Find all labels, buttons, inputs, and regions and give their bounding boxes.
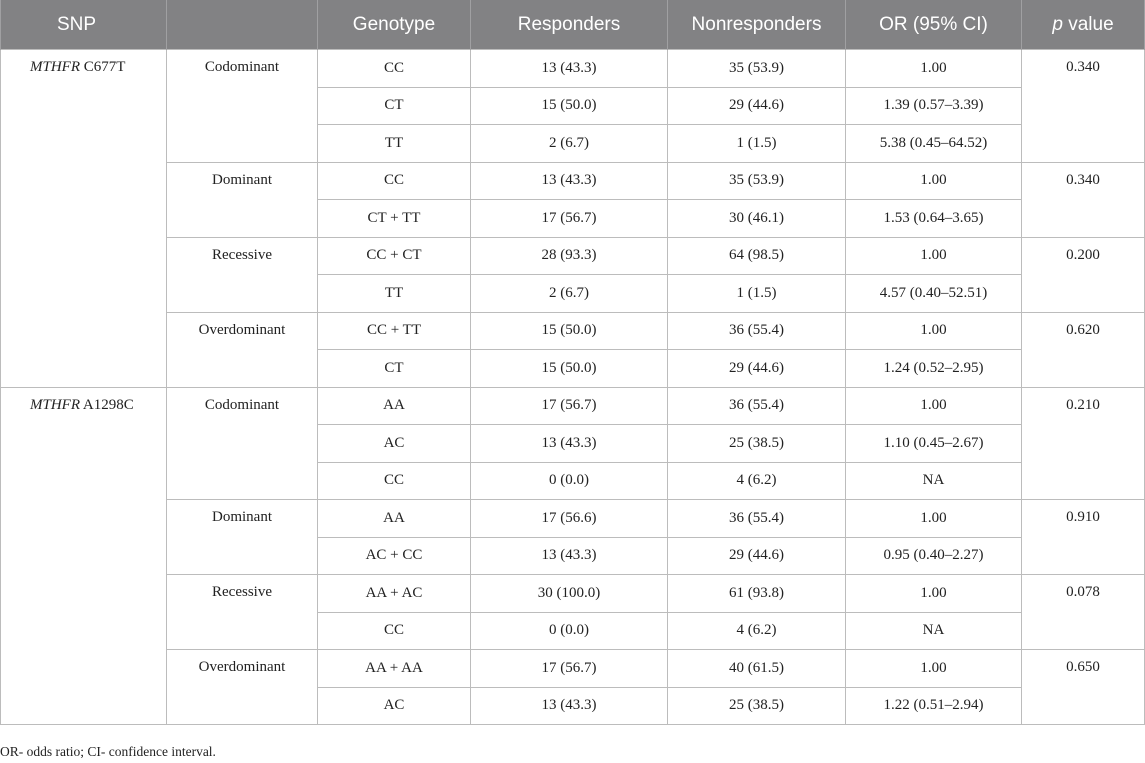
model-cell: Codominant — [167, 387, 318, 500]
table-row — [1, 162, 1145, 200]
genotype-cell: AA + AA — [318, 650, 471, 688]
responders-cell: 13 (43.3) — [471, 425, 668, 463]
or-ci-cell: 1.10 (0.45–2.67) — [846, 425, 1022, 463]
genotype-cell: AC + CC — [318, 537, 471, 575]
genotype-cell: CC — [318, 162, 471, 200]
genotype-cell: CC + TT — [318, 312, 471, 350]
responders-cell: 17 (56.7) — [471, 650, 668, 688]
table-body — [1, 50, 1145, 725]
genotype-cell: TT — [318, 275, 471, 313]
header-p-rest: value — [1062, 13, 1114, 35]
nonresponders-cell: 36 (55.4) — [668, 312, 846, 350]
table-row — [1, 500, 1145, 538]
model-cell: Dominant — [167, 162, 318, 237]
nonresponders-cell: 36 (55.4) — [668, 500, 846, 538]
p-value-cell: 0.650 — [1022, 650, 1145, 725]
header-nonresponders: Nonresponders — [668, 0, 846, 50]
nonresponders-cell: 61 (93.8) — [668, 575, 846, 613]
responders-cell: 17 (56.7) — [471, 200, 668, 238]
genotype-cell: CT — [318, 87, 471, 125]
model-cell: Recessive — [167, 237, 318, 312]
table-row — [1, 387, 1145, 425]
genotype-cell: TT — [318, 125, 471, 163]
nonresponders-cell: 29 (44.6) — [668, 537, 846, 575]
nonresponders-cell: 4 (6.2) — [668, 462, 846, 500]
responders-cell: 13 (43.3) — [471, 687, 668, 725]
nonresponders-cell: 1 (1.5) — [668, 125, 846, 163]
nonresponders-cell: 1 (1.5) — [668, 275, 846, 313]
p-value-cell: 0.910 — [1022, 500, 1145, 575]
responders-cell: 13 (43.3) — [471, 50, 668, 88]
header-snp: SNP — [1, 0, 167, 50]
snp-gene: MTHFR — [30, 396, 80, 413]
or-ci-cell: 0.95 (0.40–2.27) — [846, 537, 1022, 575]
model-cell: Overdominant — [167, 650, 318, 725]
model-cell: Dominant — [167, 500, 318, 575]
genotype-cell: AA — [318, 500, 471, 538]
responders-cell: 30 (100.0) — [471, 575, 668, 613]
nonresponders-cell: 29 (44.6) — [668, 350, 846, 388]
nonresponders-cell: 30 (46.1) — [668, 200, 846, 238]
nonresponders-cell: 29 (44.6) — [668, 87, 846, 125]
or-ci-cell: 1.00 — [846, 237, 1022, 275]
or-ci-cell: NA — [846, 462, 1022, 500]
or-ci-cell: 1.00 — [846, 650, 1022, 688]
genotype-cell: CC — [318, 50, 471, 88]
or-ci-cell: 1.00 — [846, 575, 1022, 613]
snp-variant: C677T — [80, 59, 126, 75]
or-ci-cell: 4.57 (0.40–52.51) — [846, 275, 1022, 313]
genotype-cell: CC — [318, 462, 471, 500]
responders-cell: 2 (6.7) — [471, 275, 668, 313]
snp-cell — [1, 50, 167, 388]
header-responders: Responders — [471, 0, 668, 50]
genotype-cell: CT + TT — [318, 200, 471, 238]
table-row — [1, 50, 1145, 88]
table-row — [1, 575, 1145, 613]
header-model — [167, 0, 318, 50]
or-ci-cell: 1.22 (0.51–2.94) — [846, 687, 1022, 725]
or-ci-cell: 1.00 — [846, 500, 1022, 538]
genotype-cell: AA + AC — [318, 575, 471, 613]
p-value-cell: 0.340 — [1022, 50, 1145, 163]
p-value-cell: 0.620 — [1022, 312, 1145, 387]
p-value-cell: 0.340 — [1022, 162, 1145, 237]
header-row — [1, 0, 1145, 50]
responders-cell: 15 (50.0) — [471, 312, 668, 350]
or-ci-cell: 1.00 — [846, 162, 1022, 200]
table-row — [1, 650, 1145, 688]
nonresponders-cell: 25 (38.5) — [668, 425, 846, 463]
responders-cell: 15 (50.0) — [471, 87, 668, 125]
model-cell: Codominant — [167, 50, 318, 163]
responders-cell: 17 (56.7) — [471, 387, 668, 425]
genotype-cell: CC + CT — [318, 237, 471, 275]
header-p-value — [1022, 0, 1145, 50]
or-ci-cell: 1.00 — [846, 50, 1022, 88]
responders-cell: 28 (93.3) — [471, 237, 668, 275]
responders-cell: 0 (0.0) — [471, 462, 668, 500]
nonresponders-cell: 35 (53.9) — [668, 50, 846, 88]
responders-cell: 13 (43.3) — [471, 537, 668, 575]
genotype-cell: CT — [318, 350, 471, 388]
or-ci-cell: 1.24 (0.52–2.95) — [846, 350, 1022, 388]
header-genotype: Genotype — [318, 0, 471, 50]
snp-variant: A1298C — [80, 396, 134, 413]
table-row — [1, 312, 1145, 350]
responders-cell: 13 (43.3) — [471, 162, 668, 200]
or-ci-cell: 1.53 (0.64–3.65) — [846, 200, 1022, 238]
genotype-cell: AC — [318, 687, 471, 725]
table-header — [1, 0, 1145, 50]
or-ci-cell: 1.00 — [846, 387, 1022, 425]
nonresponders-cell: 35 (53.9) — [668, 162, 846, 200]
genotype-cell: AA — [318, 387, 471, 425]
nonresponders-cell: 36 (55.4) — [668, 387, 846, 425]
genotype-cell: AC — [318, 425, 471, 463]
p-value-cell: 0.210 — [1022, 387, 1145, 500]
genotype-cell: CC — [318, 612, 471, 650]
nonresponders-cell: 64 (98.5) — [668, 237, 846, 275]
nonresponders-cell: 4 (6.2) — [668, 612, 846, 650]
responders-cell: 2 (6.7) — [471, 125, 668, 163]
table-footnote: OR- odds ratio; CI- confidence interval. — [0, 744, 216, 759]
p-value-cell: 0.200 — [1022, 237, 1145, 312]
or-ci-cell: 5.38 (0.45–64.52) — [846, 125, 1022, 163]
header-p-italic: p — [1052, 13, 1063, 35]
table-row — [1, 237, 1145, 275]
or-ci-cell: NA — [846, 612, 1022, 650]
model-cell: Overdominant — [167, 312, 318, 387]
responders-cell: 0 (0.0) — [471, 612, 668, 650]
or-ci-cell: 1.00 — [846, 312, 1022, 350]
nonresponders-cell: 40 (61.5) — [668, 650, 846, 688]
snp-cell — [1, 387, 167, 725]
nonresponders-cell: 25 (38.5) — [668, 687, 846, 725]
snp-gene: MTHFR — [30, 59, 80, 75]
or-ci-cell: 1.39 (0.57–3.39) — [846, 87, 1022, 125]
responders-cell: 15 (50.0) — [471, 350, 668, 388]
p-value-cell: 0.078 — [1022, 575, 1145, 650]
model-cell: Recessive — [167, 575, 318, 650]
header-or-ci: OR (95% CI) — [846, 0, 1022, 50]
responders-cell: 17 (56.6) — [471, 500, 668, 538]
